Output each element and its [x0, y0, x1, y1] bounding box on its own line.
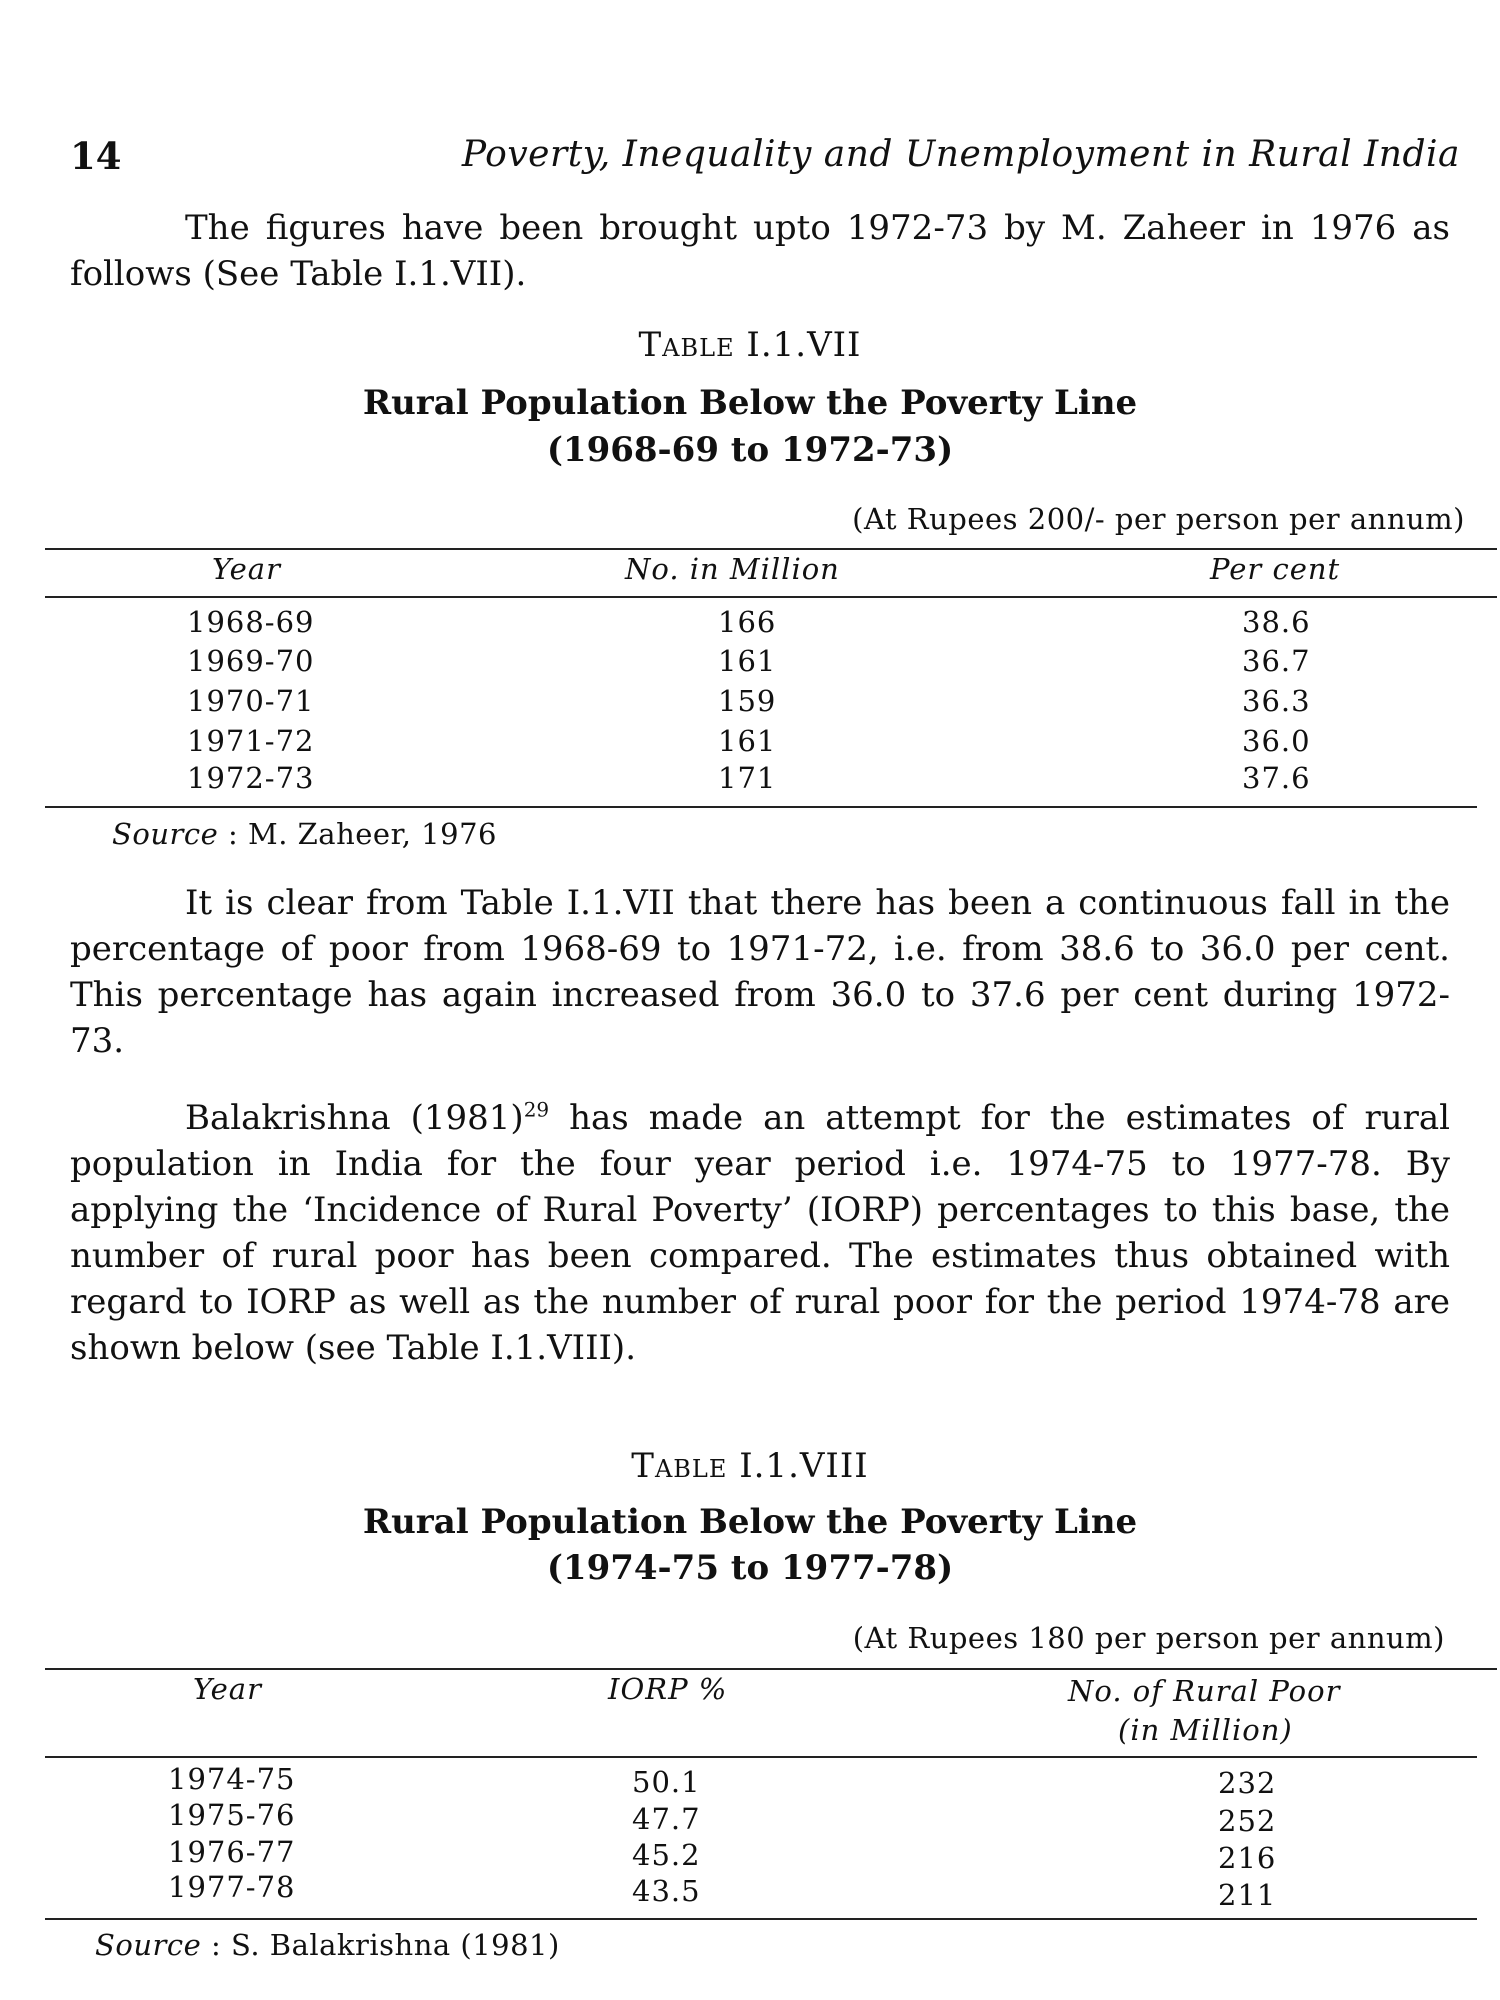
table1-number-cell: 166 — [718, 605, 777, 639]
table2-bottom-rule — [45, 1918, 1477, 1920]
paragraph-balakrishna-rest: has made an attempt for the estimates of rural population in India for the four year period i.e. 1974-75 to 1977-78. By applying the ‘Incidence of Rural Poverty’ (IORP) percentages to this base, the number of rural poor has been compared. The estimates thus obtained with regard to IORP as well as the number of rural poor for the period 1974-78 are shown below (see Table I.1.VIII). — [70, 1098, 1450, 1368]
table2-rural-poor-cell: 232 — [1218, 1766, 1277, 1800]
table1-year-cell: 1971-72 — [187, 724, 315, 758]
table1-header-year: Year — [212, 552, 281, 586]
table2-unit-note: (At Rupees 180 per person per annum) — [852, 1621, 1445, 1655]
paragraph-analysis: It is clear from Table I.1.VII that there has been a continuous fall in the percentage of poor from 1968-69 to 1971-72, i.e. from 38.6 to 36.0 per cent. This percentage has again increased from 36.0 to 37.6 per cent during 1972-73. — [70, 883, 1450, 1061]
table1-number-cell: 161 — [718, 644, 777, 678]
table2-source: Source : S. Balakrishna (1981) — [95, 1928, 560, 1962]
paragraph-intro: The figures have been brought upto 1972-73 by M. Zaheer in 1976 as follows (See Table I.1.VII). — [70, 208, 1450, 294]
table2-year-cell: 1977-78 — [168, 1870, 296, 1904]
table1-percent-cell: 36.3 — [1242, 684, 1311, 718]
table1-bottom-rule — [45, 806, 1477, 808]
table2-year-cell: 1976-77 — [168, 1835, 296, 1869]
table1-source-text: M. Zaheer, 1976 — [248, 817, 497, 851]
running-head — [70, 134, 1460, 184]
table2-iorp-cell: 45.2 — [632, 1838, 701, 1872]
table1-header-number: No. in Million — [625, 552, 840, 586]
table2-header-rule — [45, 1756, 1477, 1758]
table1-source-label: Source — [112, 817, 219, 851]
table1-percent-cell: 37.6 — [1242, 761, 1311, 795]
table2-source-label: Source — [95, 1928, 202, 1962]
table1-percent-cell: 38.6 — [1242, 605, 1311, 639]
table1-percent-cell: 36.7 — [1242, 644, 1311, 678]
table2-source-text: S. Balakrishna (1981) — [231, 1928, 560, 1962]
table2-title: Rural Population Below the Poverty Line — [362, 1502, 1138, 1542]
table2-header-unit: (in Million) — [1118, 1713, 1293, 1747]
page-number: 14 — [70, 134, 122, 178]
paragraph-balakrishna — [70, 1095, 1450, 1371]
table2-rural-poor-cell: 252 — [1218, 1804, 1277, 1838]
table1-header-percent: Per cent — [1210, 552, 1341, 586]
table2-period: (1974-75 to 1977-78) — [546, 1548, 954, 1588]
table1-number-cell: 171 — [718, 761, 777, 795]
table1-year-cell: 1972-73 — [187, 761, 315, 795]
table2-header-rural-poor: No. of Rural Poor — [1068, 1674, 1341, 1708]
table1-source: Source : M. Zaheer, 1976 — [112, 817, 497, 851]
table1-year-cell: 1970-71 — [187, 684, 315, 718]
table2-year-cell: 1974-75 — [168, 1762, 296, 1796]
table2-top-rule — [45, 1668, 1497, 1670]
paragraph-balakrishna-start: Balakrishna (1981) — [185, 1098, 524, 1138]
table2-header-iorp: IORP % — [608, 1672, 728, 1706]
table1-number-cell: 161 — [718, 724, 777, 758]
table1-percent-cell: 36.0 — [1242, 724, 1311, 758]
table1-year-cell: 1969-70 — [187, 644, 315, 678]
table1-number-cell: 159 — [718, 684, 777, 718]
table1-year-cell: 1968-69 — [187, 605, 315, 639]
table2-year-cell: 1975-76 — [168, 1798, 296, 1832]
table2-number: Table I.1.VIII — [631, 1446, 869, 1486]
footnote-reference: 29 — [523, 1097, 550, 1122]
table1-top-rule — [45, 548, 1497, 550]
table1-period: (1968-69 to 1972-73) — [546, 430, 954, 470]
table1-title: Rural Population Below the Poverty Line — [362, 383, 1138, 423]
running-title: Poverty, Inequality and Unemployment in Rural India — [461, 134, 1460, 175]
table2-header-year: Year — [193, 1672, 262, 1706]
table2-iorp-cell: 47.7 — [632, 1802, 701, 1836]
table2-iorp-cell: 50.1 — [632, 1765, 701, 1799]
table2-iorp-cell: 43.5 — [632, 1874, 701, 1908]
table2-rural-poor-cell: 216 — [1218, 1841, 1277, 1875]
table1-unit-note: (At Rupees 200/- per person per annum) — [852, 502, 1465, 536]
table1-header-rule — [45, 596, 1497, 598]
table2-rural-poor-cell: 211 — [1218, 1878, 1277, 1912]
table1-number: Table I.1.VII — [638, 325, 862, 365]
